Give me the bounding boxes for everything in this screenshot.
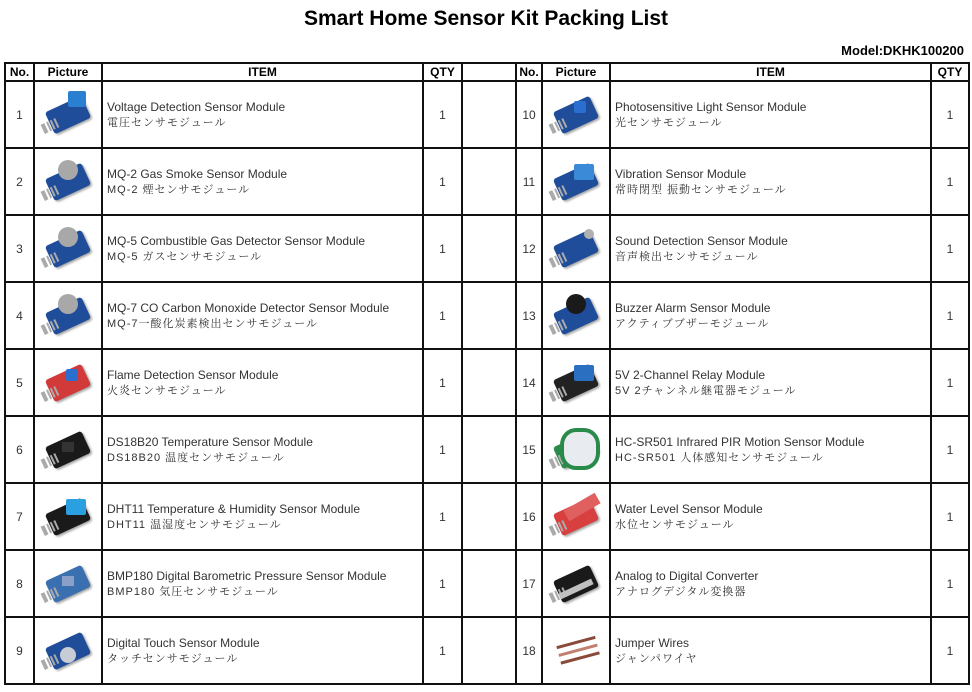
header-picture: Picture xyxy=(542,63,610,81)
item-number: 8 xyxy=(5,550,34,617)
item-number: 2 xyxy=(5,148,34,215)
picture-cell xyxy=(542,148,610,215)
touch-sensor-icon xyxy=(38,623,98,679)
item-number: 11 xyxy=(516,148,542,215)
item-name-en: Analog to Digital Converter xyxy=(615,568,759,583)
packing-list-table xyxy=(4,62,970,685)
jumper-wires-icon xyxy=(546,623,606,679)
picture-cell xyxy=(34,81,102,148)
item-name-jp: DHT11 温湿度センサモジュール xyxy=(107,518,282,531)
item-name-jp: MQ-2 煙センサモジュール xyxy=(107,183,251,196)
item-qty: 1 xyxy=(931,81,969,148)
item-number: 7 xyxy=(5,483,34,550)
header-row xyxy=(5,63,969,81)
water-sensor-icon xyxy=(546,489,606,545)
item-name-jp: 水位センサモジュール xyxy=(615,518,735,531)
humidity-sensor-icon xyxy=(38,489,98,545)
item-qty: 1 xyxy=(423,416,462,483)
item-name-jp: 常時閉型 振動センサモジュール xyxy=(615,183,787,196)
item-name-en: MQ-5 Combustible Gas Detector Sensor Module xyxy=(107,233,366,248)
item-number: 4 xyxy=(5,282,34,349)
page-title: Smart Home Sensor Kit Packing List xyxy=(303,7,669,30)
item-number: 6 xyxy=(5,416,34,483)
item-qty: 1 xyxy=(423,483,462,550)
spacer-cell xyxy=(462,349,516,416)
picture-cell xyxy=(34,483,102,550)
flame-sensor-icon xyxy=(38,355,98,411)
item-name-jp: MQ-5 ガスセンサモジュール xyxy=(107,250,263,263)
pressure-sensor-icon xyxy=(38,556,98,612)
item-cell xyxy=(102,215,423,282)
item-number: 9 xyxy=(5,617,34,684)
item-name-en: 5V 2-Channel Relay Module xyxy=(615,367,766,382)
item-qty: 1 xyxy=(423,81,462,148)
table-row xyxy=(5,483,969,550)
item-name-en: DS18B20 Temperature Sensor Module xyxy=(107,434,313,449)
table-row xyxy=(5,550,969,617)
item-name-jp: アナログデジタル変換器 xyxy=(615,585,747,598)
relay-icon xyxy=(546,355,606,411)
gas-sensor-icon xyxy=(38,288,98,344)
item-number: 17 xyxy=(516,550,542,617)
item-name-jp: 音声検出センサモジュール xyxy=(615,250,759,263)
spacer-cell xyxy=(462,81,516,148)
item-qty: 1 xyxy=(931,349,969,416)
item-cell xyxy=(610,617,931,684)
item-name-en: Buzzer Alarm Sensor Module xyxy=(615,300,771,315)
item-name-jp: 光センサモジュール xyxy=(615,116,723,129)
header-no: No. xyxy=(5,63,34,81)
item-name-jp: DS18B20 温度センサモジュール xyxy=(107,451,285,464)
picture-cell xyxy=(34,349,102,416)
item-cell xyxy=(102,483,423,550)
header-no: No. xyxy=(516,63,542,81)
item-qty: 1 xyxy=(931,416,969,483)
gas-sensor-icon xyxy=(38,154,98,210)
table-row xyxy=(5,81,969,148)
item-name-jp: アクティブブザーモジュール xyxy=(615,317,770,330)
item-number: 3 xyxy=(5,215,34,282)
voltage-sensor-icon xyxy=(38,87,98,143)
item-name-jp: 火炎センサモジュール xyxy=(107,384,227,397)
item-qty: 1 xyxy=(423,215,462,282)
item-qty: 1 xyxy=(423,282,462,349)
item-cell xyxy=(102,416,423,483)
table-row xyxy=(5,148,969,215)
picture-cell xyxy=(542,416,610,483)
picture-cell xyxy=(542,550,610,617)
table-row xyxy=(5,215,969,282)
item-cell xyxy=(102,81,423,148)
item-name-en: MQ-7 CO Carbon Monoxide Detector Sensor Module xyxy=(107,300,390,315)
picture-cell xyxy=(542,81,610,148)
item-name-en: BMP180 Digital Barometric Pressure Sensor Module xyxy=(107,568,387,583)
item-number: 10 xyxy=(516,81,542,148)
item-name-jp: タッチセンサモジュール xyxy=(107,652,239,665)
header-item: ITEM xyxy=(610,63,931,81)
item-name-en: Voltage Detection Sensor Module xyxy=(107,99,286,114)
item-name-en: MQ-2 Gas Smoke Sensor Module xyxy=(107,166,288,181)
item-number: 13 xyxy=(516,282,542,349)
item-qty: 1 xyxy=(931,617,969,684)
item-qty: 1 xyxy=(423,349,462,416)
item-cell xyxy=(610,550,931,617)
item-number: 18 xyxy=(516,617,542,684)
item-cell xyxy=(102,282,423,349)
item-name-en: Digital Touch Sensor Module xyxy=(107,635,260,650)
item-qty: 1 xyxy=(423,617,462,684)
item-number: 12 xyxy=(516,215,542,282)
item-name-en: Water Level Sensor Module xyxy=(615,501,763,516)
spacer-cell xyxy=(462,550,516,617)
item-qty: 1 xyxy=(931,215,969,282)
table-row xyxy=(5,617,969,684)
table-row xyxy=(5,349,969,416)
picture-cell xyxy=(34,215,102,282)
item-name-jp: 5V 2チャンネル継電器モジュール xyxy=(615,384,797,397)
item-number: 14 xyxy=(516,349,542,416)
item-name-jp: MQ-7一酸化炭素検出センサモジュール xyxy=(107,317,319,330)
spacer-cell xyxy=(462,282,516,349)
header-item: ITEM xyxy=(102,63,423,81)
item-name-en: Jumper Wires xyxy=(615,635,690,650)
item-number: 15 xyxy=(516,416,542,483)
item-cell xyxy=(610,148,931,215)
table-row xyxy=(5,416,969,483)
item-cell xyxy=(610,483,931,550)
item-cell xyxy=(610,215,931,282)
light-sensor-icon xyxy=(546,87,606,143)
item-qty: 1 xyxy=(931,550,969,617)
picture-cell xyxy=(542,483,610,550)
item-name-jp: ジャンパワイヤ xyxy=(615,652,698,665)
item-cell xyxy=(610,81,931,148)
picture-cell xyxy=(34,282,102,349)
item-qty: 1 xyxy=(931,483,969,550)
item-number: 5 xyxy=(5,349,34,416)
item-cell xyxy=(102,349,423,416)
item-qty: 1 xyxy=(423,148,462,215)
picture-cell xyxy=(34,148,102,215)
pir-sensor-icon xyxy=(546,422,606,478)
buzzer-icon xyxy=(546,288,606,344)
picture-cell xyxy=(542,349,610,416)
temperature-sensor-icon xyxy=(38,422,98,478)
picture-cell xyxy=(34,617,102,684)
spacer-cell xyxy=(462,148,516,215)
picture-cell xyxy=(34,416,102,483)
picture-cell xyxy=(542,282,610,349)
item-name-jp: HC-SR501 人体感知センサモジュール xyxy=(615,451,824,464)
picture-cell xyxy=(542,617,610,684)
spacer-cell xyxy=(462,617,516,684)
item-cell xyxy=(102,550,423,617)
adc-chip-icon xyxy=(546,556,606,612)
header-qty: QTY xyxy=(931,63,969,81)
spacer-cell xyxy=(462,483,516,550)
item-name-en: Vibration Sensor Module xyxy=(615,166,747,181)
item-cell xyxy=(102,148,423,215)
picture-cell xyxy=(542,215,610,282)
model-number: Model:DKHK100200 xyxy=(841,43,964,58)
spacer-cell xyxy=(462,215,516,282)
table-row xyxy=(5,282,969,349)
item-name-en: DHT11 Temperature & Humidity Sensor Module xyxy=(107,501,360,516)
vibration-sensor-icon xyxy=(546,154,606,210)
item-cell xyxy=(610,282,931,349)
item-qty: 1 xyxy=(931,148,969,215)
item-name-en: Sound Detection Sensor Module xyxy=(615,233,788,248)
item-qty: 1 xyxy=(931,282,969,349)
item-cell xyxy=(610,349,931,416)
item-name-en: HC-SR501 Infrared PIR Motion Sensor Module xyxy=(615,434,865,449)
item-name-jp: 電圧センサモジュール xyxy=(107,116,227,129)
header-qty: QTY xyxy=(423,63,462,81)
picture-cell xyxy=(34,550,102,617)
item-cell xyxy=(102,617,423,684)
spacer-cell xyxy=(462,416,516,483)
item-name-en: Flame Detection Sensor Module xyxy=(107,367,279,382)
item-name-en: Photosensitive Light Sensor Module xyxy=(615,99,807,114)
item-number: 1 xyxy=(5,81,34,148)
header-spacer xyxy=(462,63,516,81)
item-name-jp: BMP180 気圧センサモジュール xyxy=(107,585,279,598)
gas-sensor-icon xyxy=(38,221,98,277)
item-number: 16 xyxy=(516,483,542,550)
item-qty: 1 xyxy=(423,550,462,617)
header-picture: Picture xyxy=(34,63,102,81)
sound-sensor-icon xyxy=(546,221,606,277)
item-cell xyxy=(610,416,931,483)
